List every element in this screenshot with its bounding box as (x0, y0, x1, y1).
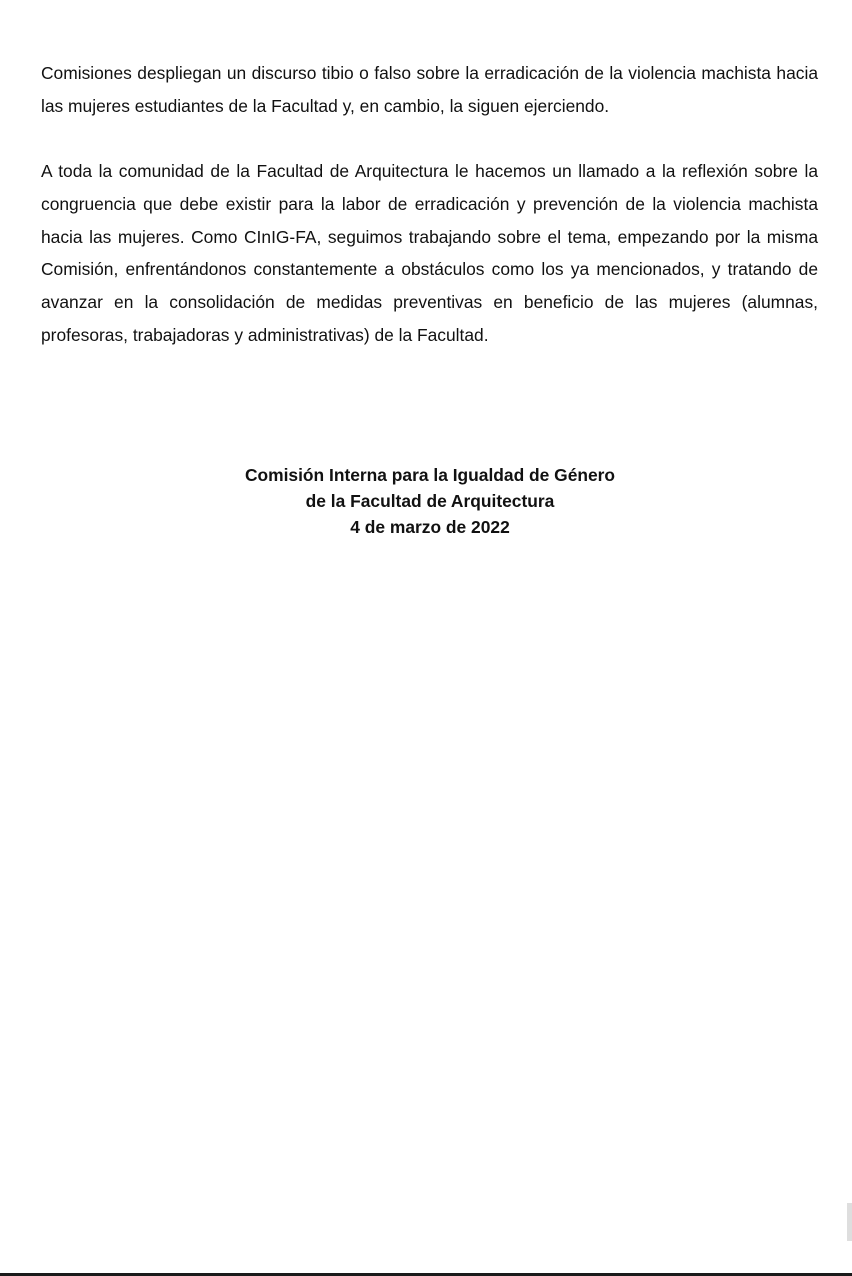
signature-date: 4 de marzo de 2022 (350, 517, 510, 537)
scan-edge-mark (847, 1203, 852, 1241)
signature-committee-name: Comisión Interna para la Igualdad de Género (244, 465, 616, 485)
paragraph-continuation: Comisiones despliegan un discurso tibio o falso sobre la erradicación de la violencia machista hacia las mujeres estudiantes de la Facultad y, en cambio, la siguen ejerciendo. (41, 63, 818, 116)
signature-faculty-name: de la Facultad de Arquitectura (305, 491, 555, 511)
signature-block (0, 462, 852, 540)
paragraph-call-to-reflection: A toda la comunidad de la Facultad de Arquitectura le hacemos un llamado a la reflexión sobre la congruencia que debe existir para la labor de erradicación y prevención de la violencia machista hacia las mujeres. Como CInIG-FA, seguimos trabajando sobre el tema, empezando por la misma Comisión, enfrentándonos constantemente a obstáculos como los ya mencionados, y tratando de avanzar en la consolidación de medidas preventivas en beneficio de las mujeres (alumnas, profesoras, trabajadoras y administrativas) de la Facultad. (41, 161, 818, 345)
